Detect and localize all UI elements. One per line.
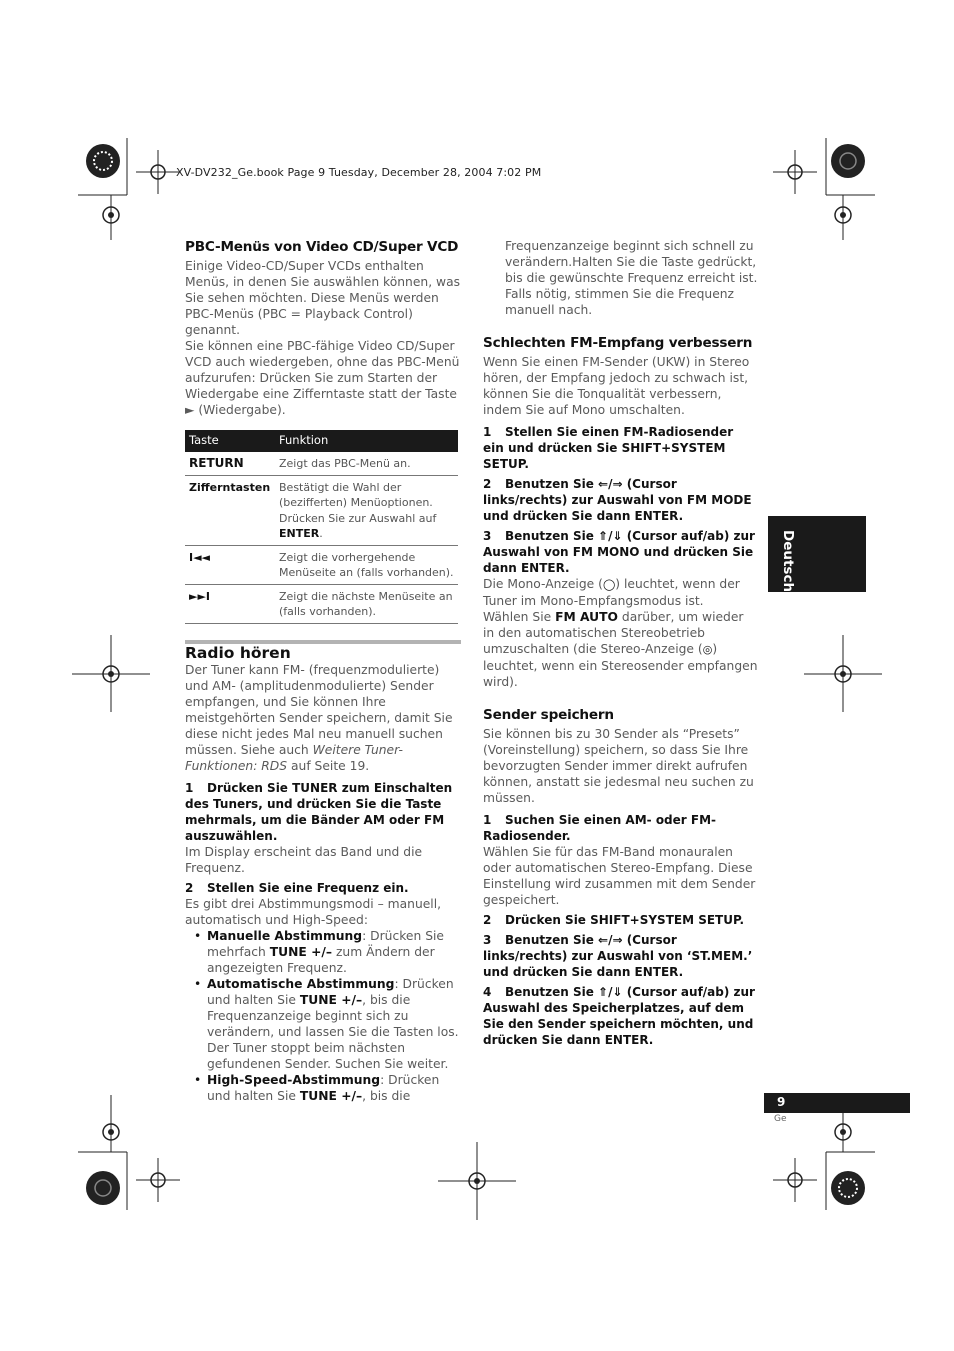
bullet-title: Automatische Abstimmung: [207, 976, 395, 991]
bullet-text: : Drücken und halten Sie: [207, 1072, 440, 1103]
step-number: 2: [483, 477, 492, 491]
step-text: Drücken Sie TUNER zum Einschalten des Tuners, und drücken Sie die Taste mehrmals, um die Bänder AM oder FM auszuwählen.: [185, 780, 453, 843]
pbc-key-table: [185, 430, 458, 624]
step-text: Stellen Sie einen FM-Radiosender ein und drücken Sie SHIFT+SYSTEM SETUP.: [483, 425, 734, 471]
table-function: Zeigt das PBC-Menü an.: [279, 457, 411, 470]
radio-text: Der Tuner kann FM- (frequenzmodulierte) und AM- (amplitudenmodulierte) Sender empfangen, und Sie können Ihre meistgehörten Sender speichern, damit Sie diese nicht jedes Mal neu manuell suchen müssen. Siehe auch: [185, 662, 453, 757]
bullet-key: TUNE +/–: [299, 1088, 363, 1103]
step-number: 4: [483, 985, 492, 999]
next-icon: ►►I: [189, 589, 211, 603]
pbc-paragraph-1: Einige Video-CD/Super VCDs enthalten Menüs, in denen Sie auswählen können, was Sie sehen möchten. Diese Menüs werden PBC-Menüs (PBC = Playback Control) genannt.: [185, 259, 461, 337]
stereo-indicator-icon: ◎: [702, 643, 713, 656]
fm-step-2: [483, 476, 758, 524]
pbc-paragraph-2: Sie können eine PBC-fähige Video CD/Super VCD auch wiedergeben, ohne das PBC-Menü aufzurufen: Drücken Sie zum Starten der Wiedergabe eine Zifferntaste statt der Taste ► (Wiedergabe).: [185, 339, 460, 417]
step-1-detail: Im Display erscheint das Band und die Frequenz.: [185, 844, 423, 875]
step-text: Benutzen Sie ⇑/⇓ (Cursor auf/ab) zur Auswahl von FM MONO und drücken Sie dann ENTER.: [483, 529, 755, 575]
fm-detail-text: Wählen Sie: [483, 610, 556, 624]
step-number: 1: [483, 425, 492, 439]
save-step-1: [483, 812, 758, 844]
bullet-text: zum Ändern der angezeigten Frequenz.: [207, 944, 435, 975]
prev-icon: I◄◄: [189, 550, 211, 564]
step-number: 2: [483, 913, 492, 927]
save-step-1-detail: Wählen Sie für das FM-Band monauralen oder automatischen Stereo-Empfang. Diese Einstellung wird zusammen mit dem Sender gespeichert.: [483, 845, 756, 907]
fm-step-1: [483, 424, 758, 472]
table-row: [185, 546, 458, 585]
bullet-text: , bis die: [362, 1088, 411, 1103]
fm-detail-text: ) leuchtet, wenn ein Stereosender empfangen wird).: [483, 642, 758, 689]
list-item: [207, 928, 461, 976]
table-row: [185, 452, 458, 476]
book-header: XV-DV232_Ge.book Page 9 Tuesday, December 28, 2004 7:02 PM: [176, 166, 542, 179]
pbc-heading: PBC-Menüs von Video CD/Super VCD: [185, 239, 459, 255]
fm-step-3: [483, 528, 758, 576]
table-key: Zifferntasten: [189, 480, 271, 494]
bullet-text: , bis die Frequenzanzeige beginnt sich zu verändern, und lassen Sie die Tasten los. Der Tuner stoppt beim nächsten gefundenen Sender. Suchen Sie weiter.: [207, 992, 459, 1071]
fm-detail-text: darüber, um wieder in den automatischen Stereobetrieb umzuschalten (die Stereo-Anzeige (: [483, 610, 744, 656]
save-paragraph: Sie können bis zu 30 Sender als “Presets” (Voreinstellung) speichern, so dass Sie Ihre bevorzugten Sender immer direkt aufrufen können, anstatt sie jedesmal neu suchen zu müssen.: [483, 727, 754, 805]
bullet-text: : Drücken Sie mehrfach: [207, 928, 444, 959]
table-header: [185, 430, 458, 452]
radio-step-2: [185, 880, 461, 896]
bullet-title: Manuelle Abstimmung: [207, 928, 363, 943]
bullet-title: High-Speed-Abstimmung: [207, 1072, 381, 1087]
step-number: 1: [483, 813, 492, 827]
step-number: 3: [483, 933, 492, 947]
radio-heading: Radio hören: [185, 643, 291, 662]
fm-detail-text: Die Mono-Anzeige (: [483, 577, 603, 591]
table-row: [185, 585, 458, 624]
bullet-key: TUNE +/–: [299, 992, 363, 1007]
radio-text-end: auf Seite 19.: [287, 758, 370, 773]
left-column: [185, 238, 461, 1104]
table-function: [275, 480, 458, 542]
page-number-bar: [764, 1093, 910, 1113]
save-step-3: [483, 932, 758, 980]
step-text: Benutzen Sie ⇐/⇒ (Cursor links/rechts) zur Auswahl von FM MODE und drücken Sie dann ENTER.: [483, 477, 752, 523]
step-text: Suchen Sie einen AM- oder FM-Radiosender.: [483, 813, 717, 843]
fm-detail-text: ) leuchtet, wenn der Tuner im Mono-Empfangsmodus ist.: [483, 577, 740, 608]
table-function: Zeigt die vorhergehende Menüseite an (falls vorhanden).: [279, 550, 454, 579]
radio-step-1: [185, 780, 461, 844]
table-function-end: .: [319, 527, 323, 540]
tuning-mode-list: [185, 928, 461, 1104]
radio-reference: Weitere Tuner-Funktionen: RDS: [185, 742, 403, 773]
fm-paragraph: Wenn Sie einen FM-Sender (UKW) in Stereo hören, der Empfang jedoch zu schwach ist, können Sie die Tonqualität verbessern, indem Sie auf Mono umschalten.: [483, 355, 750, 417]
step-text: Stellen Sie eine Frequenz ein.: [207, 880, 409, 895]
table-function-bold: ENTER: [279, 527, 320, 540]
bullet-text: : Drücken und halten Sie: [207, 976, 454, 1007]
page-number: 9: [777, 1095, 786, 1109]
step-text: Benutzen Sie ⇑/⇓ (Cursor auf/ab) zur Auswahl des Speicherplatzes, auf dem Sie den Sender speichern möchten, und drücken Sie dann ENTER.: [483, 985, 755, 1047]
right-column: [483, 238, 758, 1048]
list-item: [207, 976, 461, 1072]
table-function: Zeigt die nächste Menüseite an (falls vorhanden).: [279, 589, 453, 618]
continued-text: Frequenzanzeige beginnt sich schnell zu verändern.Halten Sie die Taste gedrückt, bis die gewünschte Frequenz erreicht ist. Falls nötig, stimmen Sie die Frequenz manuell nach.: [505, 239, 758, 317]
save-step-4: [483, 984, 758, 1048]
table-header-function: Funktion: [279, 433, 329, 448]
bullet-key: TUNE +/–: [269, 944, 333, 959]
save-heading: Sender speichern: [483, 707, 614, 723]
radio-paragraph: [185, 662, 461, 774]
save-step-2: [483, 912, 758, 928]
step-number: 1: [185, 780, 194, 795]
table-function-text: Bestätigt die Wahl der (bezifferten) Menüoptionen. Drücken Sie zur Auswahl auf: [279, 480, 437, 525]
table-header-key: Taste: [189, 433, 219, 448]
mono-indicator-icon: ◯: [602, 578, 616, 591]
list-item: [207, 1072, 461, 1104]
fm-auto-label: FM AUTO: [555, 610, 618, 624]
fm-heading: Schlechten FM-Empfang verbessern: [483, 335, 753, 351]
step-text: Benutzen Sie ⇐/⇒ (Cursor links/rechts) zur Auswahl von ‘ST.MEM.’ und drücken Sie dann ENTER.: [483, 933, 753, 979]
fm-detail: [483, 576, 758, 690]
table-key: RETURN: [189, 456, 244, 470]
page-language: Ge: [774, 1114, 787, 1124]
language-tab-label: Deutsch: [780, 530, 796, 593]
step-number: 3: [483, 529, 492, 543]
table-row: [185, 476, 458, 546]
step-text: Drücken Sie SHIFT+SYSTEM SETUP.: [505, 913, 745, 927]
language-tab: [768, 516, 866, 592]
step-number: 2: [185, 880, 194, 895]
step-2-detail: Es gibt drei Abstimmungsmodi – manuell, automatisch und High-Speed:: [185, 896, 442, 927]
